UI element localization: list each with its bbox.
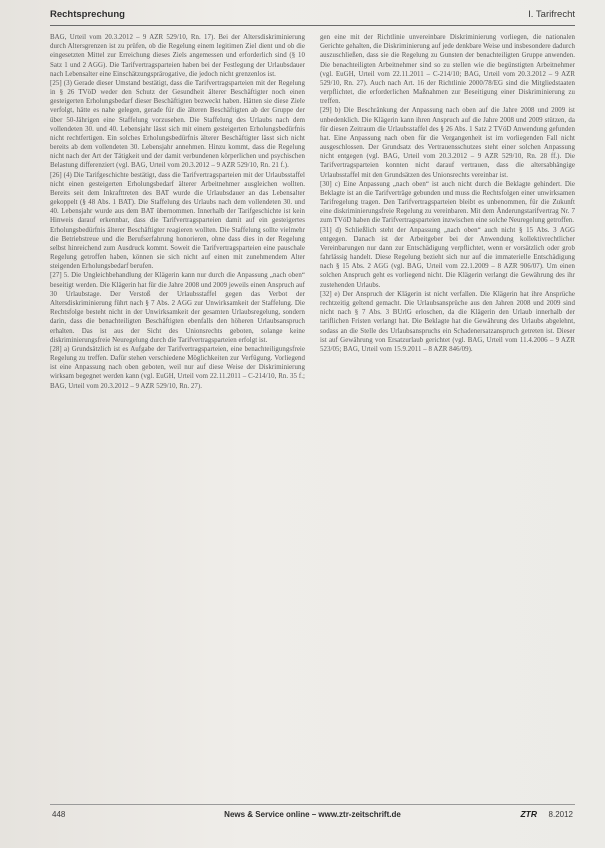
journal-logo: ZTR: [520, 809, 537, 819]
paragraph: [32] e) Der Anspruch der Klägerin ist nicht verfallen. Die Klägerin hat ihre Ansprüche rechtzeitig geltend gemacht. Die Urlaubsansprüche aus den Jahren 2008 und 2009 sind nicht nach § 7 Abs. 3 BUrlG erloschen, da die Klägerin den Urlaub innerhalb der tariflichen Fristen verlangt hat. Die Beklagte hat die Gewährung des Urlaubs abgelehnt, sodass an die Stelle des Urlaubsanspruchs ein Schadenersatzanspruch getreten ist. Dieser ist auf Gewährung von Ersatzurlaub gerichtet (vgl. BAG, Urteil vom 11.4.2006 – 9 AZR 523/05; BAG, Urteil vom 15.9.2011 – 8 AZR 846/09).: [320, 290, 575, 353]
paragraph: gen eine mit der Richtlinie unvereinbare Diskriminierung vorliegen, die nationalen Gerichte gehalten, die Diskriminierung auf jede denkbare Weise und insbesondere dadurch auszuschließen, dass sie die Regelung zu Gunsten der benachteiligten Gruppe anwenden. Die benachteiligten Arbeitnehmer sind so zu stellen wie die begünstigten Arbeitnehmer (vgl. EuGH, Urteil vom 22.11.2011 – C-214/10; BAG, Urteil vom 20.3.2012 – 9 AZR 529/10, Rn. 27). Auch nach Art. 16 der Richtlinie 2000/78/EG sind die Mitgliedstaaten verpflichtet, die erforderlichen Maßnahmen zur Beseitigung einer Diskriminierung zu treffen.: [320, 34, 575, 106]
right-column: [320, 33, 575, 795]
running-footer: [50, 804, 575, 823]
footer-tagline: News & Service online – www.ztr-zeitschrift.de: [224, 810, 401, 819]
paragraph: [31] d) Schließlich steht der Anpassung „nach oben“ auch nicht § 15 Abs. 3 AGG entgegen. Danach ist der Arbeitgeber bei der Anwendung kollektivrechtlicher Vereinbarungen nur dann zur Entschädigung verpflichtet, wenn er vorsätzlich oder grob fahrlässig handelt. Diese Regelung bezieht sich nur auf die immaterielle Entschädigung nach § 15 Abs. 2 AGG (vgl. BAG, Urteil vom 22.1.2009 – 8 AZR 906/07). Um einen solchen Anspruch geht es vorliegend nicht. Die Klägerin verlangt die Gewährung des ihr zustehenden Urlaubs.: [320, 226, 575, 289]
paragraph: [26] (4) Die Tarifgeschichte bestätigt, dass die Tarifvertragsparteien mit der Urlaubsstaffel nicht einen gesteigerten Erholungsbedarf älterer Arbeitnehmer ausgleichen wollten. Bereits seit dem Inkrafttreten des BAT wurde die Urlaubsdauer an das Lebensalter gekoppelt (§ 48 Abs. 1 BAT). Die Staffelung des Urlaubs nach dem vollendeten 30. und 40. Lebensjahr wurde aus dem BAT übernommen. Innerhalb der Tarifgeschichte ist kein Hinweis darauf erkennbar, dass die Tarifvertragsparteien damit auf ein gesteigertes Erholungsbedürfnis älterer Beschäftigter reagieren wollten. Die Staffelung sollte vielmehr die Betriebstreue und die Berufserfahrung honorieren, ohne dass dies in der Regelung selbst hinreichend zum Ausdruck kommt. Soweit die Tarifvertragsparteien eine pauschale Regelung getroffen haben, können sie sich nicht auf einen mit zunehmendem Alter steigenden Erholungsbedarf berufen.: [50, 171, 305, 271]
paragraph: [27] 5. Die Ungleichbehandlung der Klägerin kann nur durch die Anpassung „nach oben“ beseitigt werden. Die Klägerin hat für die Jahre 2008 und 2009 jeweils einen Anspruch auf 30 Urlaubstage. Der Verstoß der Urlaubsstaffel gegen das Verbot der Altersdiskriminierung führt nach § 7 Abs. 2 AGG zur Unwirksamkeit der Staffelung. Die Rechtsfolge besteht nicht in der Unwirksamkeit der gesamten Urlaubsregelung, sondern darin, dass die benachteiligten Beschäftigten ebenfalls den höheren Urlaubsanspruch erhalten. Das ist aus der Sicht des Unionsrechts geboten, solange keine diskriminierungsfreie Neuregelung durch die Tarifvertragsparteien erfolgt ist.: [50, 272, 305, 344]
paragraph: [30] c) Eine Anpassung „nach oben“ ist auch nicht durch die Beklagte gehindert. Die Beklagte ist an die Tarifverträge gebunden und muss die Rechtsfolgen einer unwirksamen Tarifregelung tragen. Den Tarifvertragsparteien bleibt es unbenommen, für die Zukunft eine diskriminierungsfreie Regelung zu vereinbaren. Mit dem Änderungstarifvertrag Nr. 7 zum TVöD haben die Tarifvertragsparteien inzwischen eine solche Neuregelung getroffen.: [320, 180, 575, 225]
paragraph: [29] b) Die Beschränkung der Anpassung nach oben auf die Jahre 2008 und 2009 ist unbedenklich. Die Klägerin kann ihren Anspruch auf die Jahre 2008 und 2009 stützen, da für diesen Zeitraum die Urlaubsstaffel des § 26 Abs. 1 Satz 2 TVöD Anwendung gefunden hat. Eine Anpassung nach oben für die Vergangenheit ist im vorliegenden Fall nicht ausgeschlossen. Der Grundsatz des Vertrauensschutzes steht einer solchen Anpassung nicht entgegen (vgl. BAG, Urteil vom 20.3.2012 – 9 AZR 529/10, Rn. 28 ff.). Die Tarifvertragsparteien konnten nicht darauf vertrauen, dass die altersabhängige Urlaubsstaffel mit den Grundsätzen des Unionsrechts vereinbar ist.: [320, 107, 575, 179]
category-title: I. Tarifrecht: [528, 9, 575, 20]
issue-number: 8.2012: [548, 810, 573, 819]
left-column: [50, 33, 305, 795]
paragraph: [28] a) Grundsätzlich ist es Aufgabe der Tarifvertragsparteien, eine benachteiligungsfreie Regelung zu treffen. Dafür stehen verschiedene Möglichkeiten zur Verfügung. Vorliegend ist eine Anpassung nach oben geboten, weil nur auf diese Weise der Diskriminierung wirksam begegnet werden kann (vgl. EuGH, Urteil vom 22.11.2011 – C-214/10, Rn. 35 f.; BAG, Urteil vom 20.3.2012 – 9 AZR 529/10, Rn. 27).: [50, 345, 305, 390]
paragraph: BAG, Urteil vom 20.3.2012 – 9 AZR 529/10, Rn. 17). Bei der Altersdiskriminierung durch Altersgrenzen ist zu prüfen, ob die Regelung einem legitimen Ziel dient und ob die eingesetzten Mittel zur Erreichung dieses Ziels angemessen und erforderlich sind (§ 10 Satz 1 und 2 AGG). Die Tarifvertragsparteien haben bei der Festlegung der Urlaubsdauer nach Lebensalter eine Einschätzungsprärogative, die jedoch nicht grenzenlos ist.: [50, 34, 305, 78]
running-header: [50, 4, 575, 26]
section-title: Rechtsprechung: [50, 9, 125, 20]
paragraph: [25] (3) Gerade dieser Umstand bestätigt, dass die Tarifvertragsparteien mit der Regelung in § 26 TVöD weder den Schutz der Gesundheit älterer Beschäftigter noch einen gesteigerten Erholungsbedarf dieser Beschäftigten bezweckt haben. Hätten sie diese Ziele verfolgt, hätte es nahe gelegen, gerade für die älteren Beschäftigten ab der Gruppe der über 50-Jährigen eine Staffelung vorzusehen. Die Staffelung des Urlaubs nach dem vollendeten 30. und 40. Lebensjahr lässt sich mit einem gesteigerten Erholungsbedürfnis nicht rechtfertigen. Ein solches Erholungsbedürfnis älterer Beschäftigter lässt sich nicht bereits ab dem vollendeten 30. Lebensjahr annehmen. Hinzu kommt, dass die Regelung nicht nach der Art der Tätigkeit und der damit verbundenen körperlichen und psychischen Belastung differenziert (vgl. BAG, Urteil vom 20.3.2012 – 9 AZR 529/10, Rn. 21 f.).: [50, 79, 305, 170]
page-number: 448: [52, 810, 66, 819]
text-columns: [50, 33, 575, 795]
